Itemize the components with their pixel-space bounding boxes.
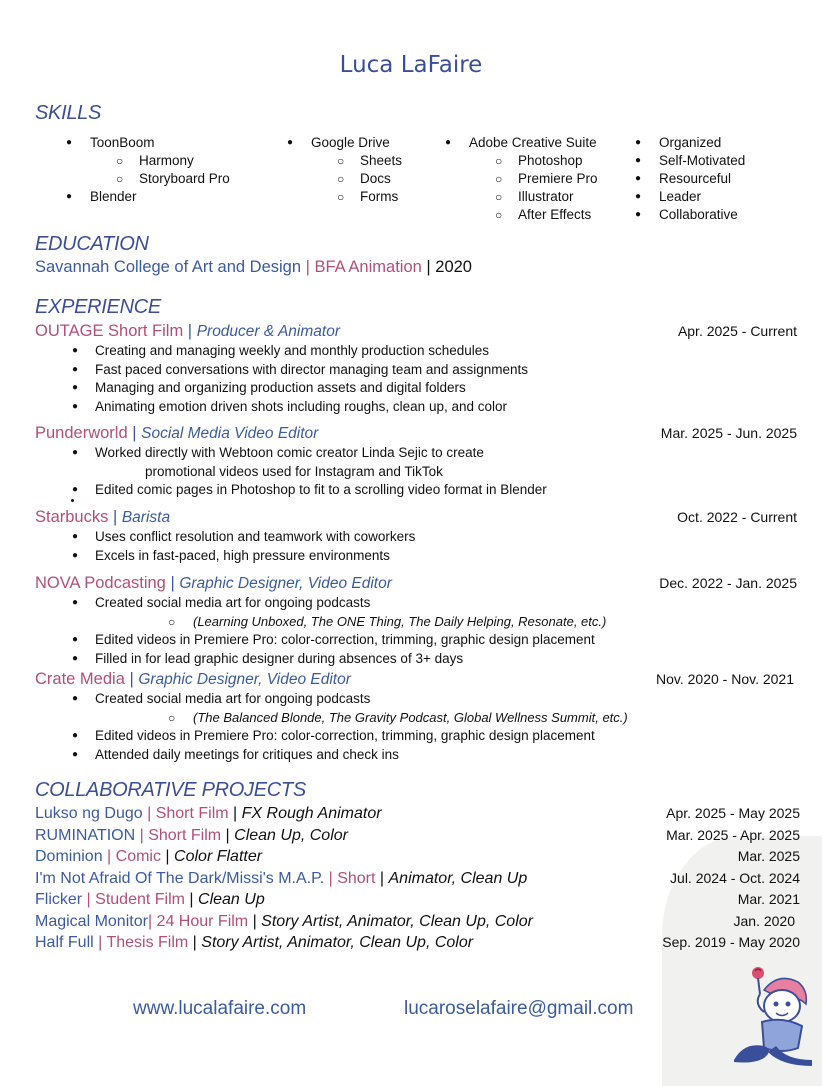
sub-bullet-icon: ○: [495, 154, 503, 168]
project-date: Mar. 2021: [737, 891, 800, 907]
company-name: Punderworld: [35, 424, 128, 442]
collab-row: [35, 911, 800, 933]
project-type: 24 Hour Film: [156, 912, 249, 930]
skill-item: ● Self-Motivated: [635, 153, 746, 168]
project-role: Story Artist, Animator, Clean Up, Color: [261, 912, 533, 930]
list-subitem: ○ (The Balanced Blonde, The Gravity Podcast, Global Wellness Summit, etc.): [35, 709, 797, 728]
company-name: Crate Media: [35, 670, 125, 688]
sub-bullet-icon: ○: [116, 154, 124, 168]
collab-row: [35, 803, 800, 825]
project-type: Thesis Film: [106, 934, 189, 951]
sub-bullet-icon: ○: [495, 172, 503, 186]
project-title: Half Full: [35, 934, 94, 951]
bullet-icon: ●: [635, 191, 642, 202]
separator: |: [160, 848, 175, 865]
bullet-icon: ●: [72, 634, 79, 645]
skills-column-1: [66, 134, 230, 206]
sub-bullet-icon: ○: [495, 190, 503, 204]
collab-list: [35, 803, 800, 954]
collab-title: COLLABORATIVE PROJECTS: [35, 779, 306, 801]
list-subitem: ○ (Learning Unboxed, The ONE Thing, The Daily Helping, Resonate, etc.): [35, 613, 797, 632]
list-item: ● Edited comic pages in Photoshop to fit to a scrolling video format in Blender: [35, 481, 797, 500]
project-date: Jul. 2024 - Oct. 2024: [670, 869, 800, 886]
project-date: Jan. 2020: [733, 912, 795, 929]
skill-subitem: ○ Docs: [337, 171, 391, 186]
separator: |: [324, 869, 338, 887]
sub-bullet-icon: ○: [168, 614, 176, 629]
separator: |: [165, 574, 180, 592]
separator: |: [108, 508, 122, 526]
bullet-icon: ●: [635, 137, 642, 148]
job-entry: [35, 422, 797, 500]
bullet-icon: ●: [72, 484, 79, 495]
skill-subitem: ○ Sheets: [337, 153, 403, 168]
separator: |: [142, 805, 156, 822]
list-item: ● Edited videos in Premiere Pro: color-correction, trimming, graphic design placement: [35, 727, 797, 746]
company-name: Starbucks: [35, 508, 109, 526]
list-item: ● Edited videos in Premiere Pro: color-correction, trimming, graphic design placement: [35, 631, 797, 650]
collab-row: [35, 846, 800, 868]
bullet-icon: ●: [445, 137, 452, 148]
education-entry: [35, 258, 472, 277]
project-title: Lukso ng Dugo: [35, 805, 143, 822]
bullet-icon: ●: [72, 382, 79, 393]
project-date: Apr. 2025 - May 2025: [666, 805, 800, 821]
bullet-icon: ●: [72, 549, 79, 561]
job-entry: [35, 668, 797, 764]
project-title: I'm Not Afraid Of The Dark/Missi's M.A.P.: [35, 869, 325, 887]
separator: |: [127, 424, 142, 442]
separator: |: [102, 848, 116, 865]
bullet-icon: ●: [72, 597, 79, 608]
skill-item: ● ToonBoom: [66, 135, 155, 150]
list-item: ● Worked directly with Webtoon comic creator Linda Sejic to create: [35, 444, 797, 463]
list-item: ● Created social media art for ongoing podcasts: [35, 690, 797, 709]
project-role: Clean Up, Color: [234, 826, 348, 844]
separator: |: [82, 891, 96, 908]
job-role: Graphic Designer, Video Editor: [179, 575, 392, 592]
job-role: Producer & Animator: [196, 323, 340, 340]
graduation-year: 2020: [435, 258, 472, 276]
list-item: ● Fast paced conversations with director managing team and assignments: [35, 361, 797, 380]
job-date: Mar. 2025 - Jun. 2025: [660, 425, 797, 441]
separator: |: [221, 826, 235, 844]
project-date: Mar. 2025 - Apr. 2025: [666, 826, 800, 843]
bullet-icon: ●: [66, 137, 73, 148]
skill-item: ● Organized: [635, 135, 722, 150]
separator: |: [421, 258, 436, 276]
separator: |: [301, 258, 315, 276]
separator: |: [184, 891, 199, 908]
resume-name: Luca LaFaire: [339, 52, 483, 78]
job-date: Oct. 2022 - Current: [677, 509, 797, 525]
separator: |: [228, 805, 242, 822]
separator: |: [147, 912, 157, 930]
project-type: Short Film: [155, 805, 229, 822]
separator: |: [183, 322, 197, 340]
project-title: Dominion: [35, 848, 103, 865]
collab-row: [35, 932, 800, 954]
skill-item: ● Leader: [635, 189, 702, 204]
job-header: [35, 506, 797, 528]
list-item: ● Creating and managing weekly and monthly production schedules: [35, 342, 797, 361]
project-role: Animator, Clean Up: [388, 869, 528, 887]
list-item: ● Managing and organizing production assets and digital folders: [35, 379, 797, 398]
skills-column-4: [635, 134, 745, 224]
skill-subitem: ○ Illustrator: [495, 189, 574, 204]
project-role: Clean Up: [198, 891, 265, 908]
list-item: ● Filled in for lead graphic designer during absences of 3+ days: [35, 650, 797, 669]
project-date: Sep. 2019 - May 2020: [662, 934, 800, 950]
list-item: ● Created social media art for ongoing podcasts: [35, 594, 797, 613]
project-role: FX Rough Animator: [241, 805, 382, 822]
bullet-icon: ●: [635, 209, 642, 220]
list-item: ● Uses conflict resolution and teamwork with coworkers: [35, 528, 797, 547]
collab-row: [35, 825, 800, 847]
separator: |: [124, 670, 139, 688]
skill-subitem: ○ Photoshop: [495, 153, 583, 168]
project-type: Student Film: [95, 891, 185, 908]
bullet-icon: ●: [635, 173, 642, 184]
project-date: Mar. 2025: [737, 848, 800, 864]
email-link[interactable]: lucaroselafaire@gmail.com: [404, 998, 634, 1019]
bullet-icon: ●: [66, 191, 73, 202]
job-date: Apr. 2025 - Current: [677, 323, 797, 339]
separator: |: [188, 934, 202, 951]
job-role: Graphic Designer, Video Editor: [138, 671, 351, 688]
project-title: RUMINATION: [35, 826, 136, 844]
job-header: [35, 572, 797, 594]
list-item-continuation: promotional videos used for Instagram and TikTok: [145, 463, 443, 479]
company-name: NOVA Podcasting: [35, 574, 166, 592]
sub-bullet-icon: ○: [495, 208, 503, 222]
project-type: Short Film: [148, 826, 222, 844]
stray-dot: [71, 499, 74, 502]
job-role: Barista: [121, 509, 171, 526]
job-date: Dec. 2022 - Jan. 2025: [659, 575, 797, 591]
bullet-icon: ●: [72, 447, 79, 458]
project-type: Short: [337, 869, 376, 887]
project-role: Story Artist, Animator, Clean Up, Color: [201, 934, 474, 951]
project-title: Magical Monitor: [35, 912, 148, 930]
education-title: EDUCATION: [35, 233, 149, 255]
project-role: Color Flatter: [174, 848, 263, 865]
skill-item: ● Resourceful: [635, 171, 732, 186]
separator: |: [93, 934, 107, 951]
bullet-icon: ●: [72, 363, 79, 375]
collab-row: [35, 868, 800, 890]
experience-title: EXPERIENCE: [35, 296, 161, 318]
school-name: Savannah College of Art and Design: [35, 258, 302, 276]
sub-bullet-icon: ○: [337, 154, 345, 168]
sub-bullet-icon: ○: [337, 172, 345, 186]
skills-column-3: [445, 134, 598, 224]
separator: |: [248, 912, 262, 930]
bullet-icon: ●: [72, 531, 79, 542]
skill-subitem: ○ After Effects: [495, 207, 592, 222]
job-entry: [35, 506, 797, 565]
project-title: Flicker: [35, 891, 83, 908]
skill-item: ● Google Drive: [287, 135, 390, 150]
skill-subitem: ○ Storyboard Pro: [116, 171, 230, 186]
bullet-icon: ●: [72, 730, 79, 741]
list-item: ● Attended daily meetings for critiques and check ins: [35, 746, 797, 765]
sub-bullet-icon: ○: [168, 710, 176, 725]
bullet-icon: ●: [72, 693, 79, 704]
mascot-illustration-icon: [718, 960, 818, 1066]
list-item: ● Animating emotion driven shots including roughs, clean up, and color: [35, 398, 797, 417]
job-header: [35, 320, 797, 342]
job-date: Nov. 2020 - Nov. 2021: [655, 671, 794, 687]
separator: |: [375, 869, 389, 887]
job-role: Social Media Video Editor: [141, 425, 319, 442]
skill-item: ● Adobe Creative Suite: [445, 135, 597, 150]
bullet-icon: ●: [72, 652, 79, 664]
job-header: [35, 668, 797, 690]
skill-subitem: ○ Forms: [337, 189, 399, 204]
job-entry: [35, 572, 797, 668]
sub-bullet-icon: ○: [337, 190, 345, 204]
skill-item: ● Blender: [66, 189, 137, 204]
degree: BFA Animation: [314, 258, 422, 276]
sub-bullet-icon: ○: [116, 172, 124, 186]
job-entry: [35, 320, 797, 416]
bullet-icon: ●: [287, 137, 294, 148]
website-link[interactable]: www.lucalafaire.com: [133, 998, 307, 1019]
separator: |: [135, 826, 149, 844]
company-name: OUTAGE Short Film: [35, 322, 184, 340]
skills-column-2: [287, 134, 402, 206]
skills-title: SKILLS: [35, 102, 102, 124]
project-type: Comic: [115, 848, 161, 865]
skill-subitem: ○ Premiere Pro: [495, 171, 598, 186]
job-header: [35, 422, 797, 444]
bullet-icon: ●: [72, 400, 79, 412]
bullet-icon: ●: [635, 155, 642, 166]
skill-item: ● Collaborative: [635, 207, 738, 222]
collab-row: [35, 889, 800, 911]
skill-subitem: ○ Harmony: [116, 153, 194, 168]
bullet-icon: ●: [72, 748, 79, 760]
list-item: ● Excels in fast-paced, high pressure environments: [35, 547, 797, 566]
bullet-icon: ●: [72, 345, 79, 356]
